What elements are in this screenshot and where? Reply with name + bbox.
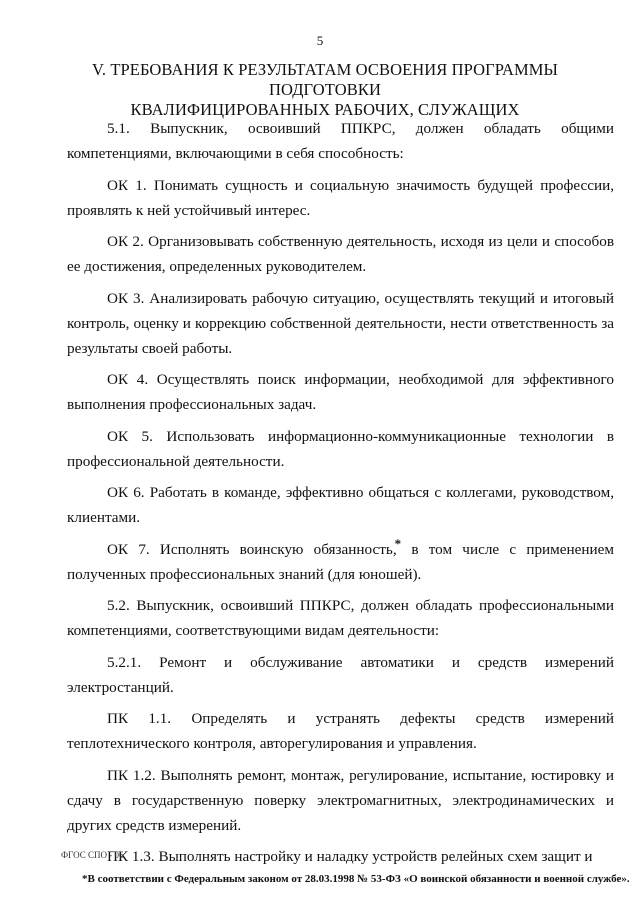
document-code: ФГОС СПО - 06 bbox=[61, 850, 124, 860]
footnote: *В соответствии с Федеральным законом от 28.03.1998 № 53-ФЗ «О воинской обязанности и военной службе». bbox=[82, 873, 630, 885]
paragraph-pk-1-2: ПК 1.2. Выполнять ремонт, монтаж, регулирование, испытание, юстировку и сдачу в государственную поверку электромагнитных, электродинамических и других средств измерений. bbox=[67, 766, 614, 834]
paragraph-5-2-1: 5.2.1. Ремонт и обслуживание автоматики и средств измерений электростанций. bbox=[67, 653, 614, 696]
paragraph-5-1: 5.1. Выпускник, освоивший ППКРС, должен обладать общими компетенциями, включающими в себя способность: bbox=[67, 120, 614, 162]
paragraph-pk-1-1: ПК 1.1. Определять и устранять дефекты средств измерений теплотехнического контроля, авторегулирования и управления. bbox=[67, 710, 614, 752]
paragraph-ok-6: ОК 6. Работать в команде, эффективно общаться с коллегами, руководством, клиентами. bbox=[67, 484, 614, 526]
section-heading-line-1: V. ТРЕБОВАНИЯ К РЕЗУЛЬТАТАМ ОСВОЕНИЯ ПРОГРАММЫ ПОДГОТОВКИ bbox=[91, 60, 559, 99]
ok-7-text-start: ОК 7. Исполнять воинскую обязанность, bbox=[107, 540, 397, 558]
paragraph-ok-7 bbox=[67, 537, 614, 587]
paragraph-5-2: 5.2. Выпускник, освоивший ППКРС, должен обладать профессиональными компетенциями, соответствующими видам деятельности: bbox=[67, 597, 614, 639]
paragraph-ok-2: ОК 2. Организовывать собственную деятельность, исходя из цели и способов ее достижения, определенных руководителем. bbox=[67, 233, 614, 275]
section-heading bbox=[60, 60, 590, 120]
page-number: 5 bbox=[316, 33, 324, 48]
paragraph-ok-1: ОК 1. Понимать сущность и социальную значимость будущей профессии, проявлять к ней устойчивый интерес. bbox=[67, 176, 614, 219]
paragraph-ok-5: ОК 5. Использовать информационно-коммуникационные технологии в профессиональной деятельности. bbox=[67, 427, 614, 470]
ok-7-text-end: в том числе с применением полученных профессиональных знаний (для юношей). bbox=[67, 540, 614, 583]
section-heading-line-2: КВАЛИФИЦИРОВАННЫХ РАБОЧИХ, СЛУЖАЩИХ bbox=[130, 100, 520, 119]
paragraph-pk-1-3: ПК 1.3. Выполнять настройку и наладку устройств релейных схем защит и bbox=[107, 848, 593, 865]
document-body bbox=[67, 116, 614, 876]
paragraph-ok-3: ОК 3. Анализировать рабочую ситуацию, осуществлять текущий и итоговый контроль, оценку и коррекцию собственной деятельности, нести ответственность за результаты своей работы. bbox=[67, 289, 614, 357]
footnote-mark: * bbox=[394, 535, 402, 551]
paragraph-ok-4: ОК 4. Осуществлять поиск информации, необходимой для эффективного выполнения профессиональных задач. bbox=[67, 371, 614, 413]
